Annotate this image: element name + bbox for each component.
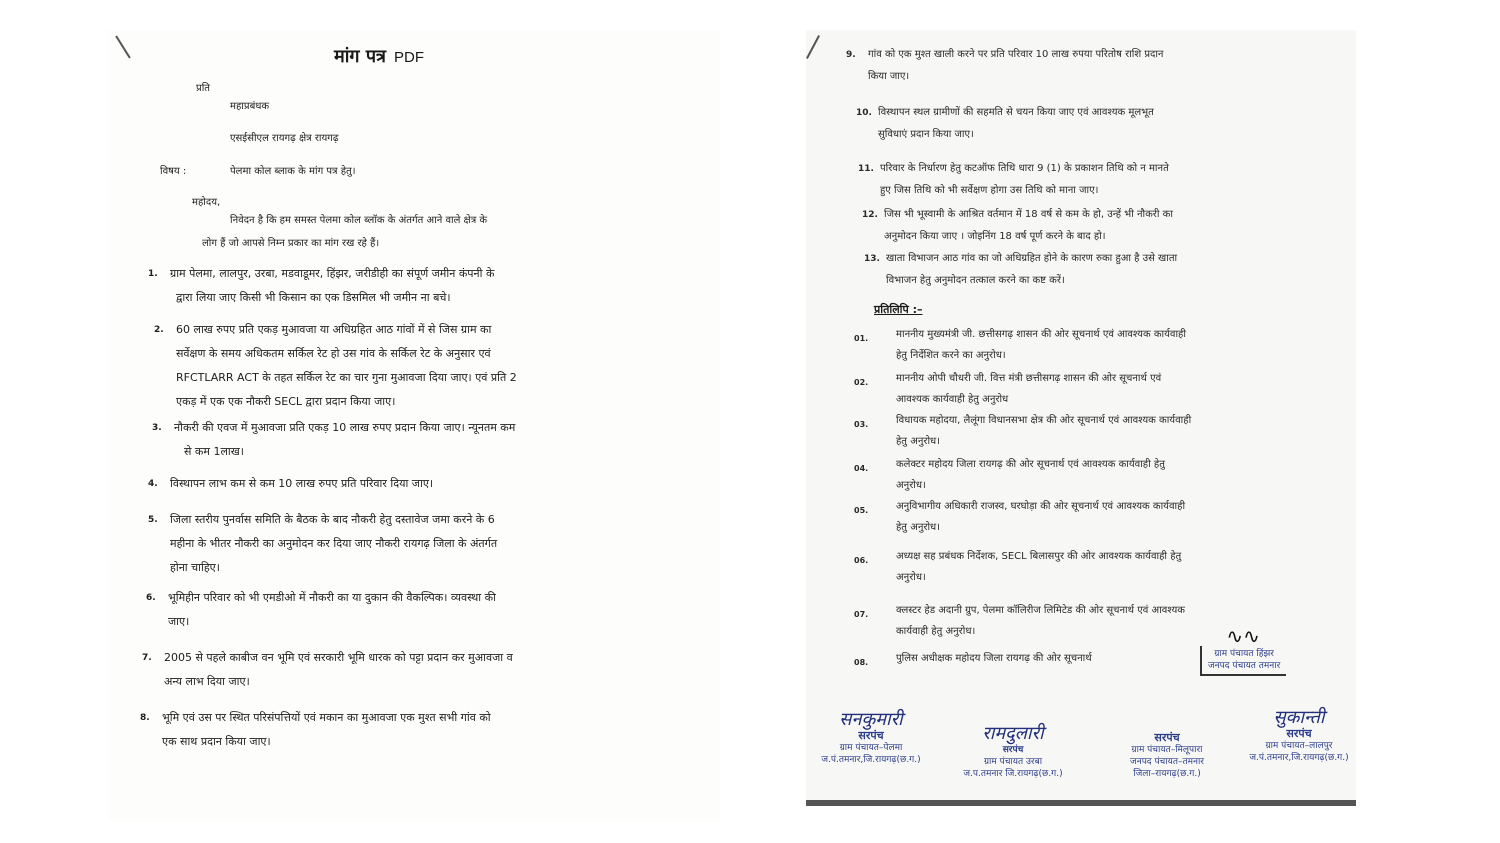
stamp-line: जिला–रायगढ़(छ.ग.)	[1133, 769, 1201, 779]
cc-item-2	[854, 368, 1161, 410]
scan-edge-strip	[806, 800, 1356, 806]
demand-item-12	[862, 204, 1173, 248]
item-number: 11.	[858, 164, 874, 174]
cc-line: कलेक्टर महोदय जिला रायगढ़ की ओर सूचनार्थ एवं आवश्यक कार्यवाही हेतु	[896, 459, 1165, 470]
cc-line: अध्यक्ष सह प्रबंधक निर्देशक, SECL बिलासपुर की ओर आवश्यक कार्यवाही हेतु	[896, 551, 1182, 562]
cc-item-6	[854, 546, 1181, 588]
cc-number: 05.	[854, 506, 869, 515]
stamp-line: ज.प.तमनार जि.रायगढ़(छ.ग.)	[963, 769, 1063, 779]
cc-item-5	[854, 496, 1185, 538]
item-line: सुविधाएं प्रदान किया जाए।	[878, 129, 974, 140]
item-line: एक साथ प्रदान किया जाए।	[162, 735, 271, 748]
cc-line: अनुविभागीय अधिकारी राजस्व, घरघोड़ा की ओर सूचनार्थ एवं आवश्यक कार्यवाही	[896, 501, 1186, 512]
demand-item-4	[148, 472, 434, 496]
cc-number: 08.	[854, 658, 869, 667]
cc-item-7	[854, 600, 1185, 642]
item-line: जिला स्तरीय पुनर्वास समिति के बैठक के बाद नौकरी हेतु दस्तावेज जमा करने के 6	[170, 513, 495, 526]
stamp-lalpur	[1242, 708, 1356, 764]
scan-crease-mark	[806, 35, 820, 59]
cc-line: माननीय मुख्यमंत्री जी. छत्तीसगढ़ शासन की ओर सूचनार्थ एवं आवश्यक कार्यवाही	[896, 329, 1186, 340]
stamp-line: ज.पं.तमनार,जि.रायगढ़(छ.ग.)	[821, 755, 921, 765]
item-number: 1.	[148, 269, 158, 279]
item-number: 13.	[864, 254, 880, 264]
cc-line: आवश्यक कार्यवाही हेतु अनुरोध	[896, 394, 1009, 405]
stamp-line: ग्राम पंचायत उरबा	[983, 757, 1043, 767]
stamp-pelma	[806, 710, 936, 766]
item-line: महीना के भीतर नौकरी का अनुमोदन कर दिया जाए नौकरी रायगढ़ जिला के अंतर्गत	[170, 537, 498, 550]
signature: सुकान्ती	[1273, 707, 1325, 728]
document-title	[334, 44, 424, 68]
item-line: ग्राम पेलमा, लालपुर, उरबा, मडवाडूमर, हिंझर, जरीडीही का संपूर्ण जमीन कंपनी के	[170, 267, 495, 280]
demand-item-2	[154, 318, 517, 414]
item-number: 9.	[846, 50, 856, 60]
title-suffix: PDF	[394, 49, 424, 66]
item-line: RFCTLARR ACT के तहत सर्किल रेट का चार गुना मुआवजा दिया जाए। एवं प्रति 2	[176, 371, 517, 384]
cc-item-8	[854, 648, 1092, 669]
item-line: परिवार के निर्धारण हेतु कटऑफ तिथि धारा 9 (1) के प्रकाशन तिथि को न मानते	[880, 163, 1169, 174]
item-line: एकड़ में एक एक नौकरी SECL द्वारा प्रदान किया जाए।	[176, 395, 396, 408]
item-line: अनुमोदन किया जाए । जोइनिंग 18 वर्ष पूर्ण करने के बाद हो।	[884, 231, 1106, 242]
cc-number: 04.	[854, 464, 869, 473]
item-number: 3.	[152, 423, 162, 433]
item-line: गांव को एक मुश्त खाली करने पर प्रति परिवार 10 लाख रुपया परितोष राशि प्रदान	[868, 49, 1164, 60]
stamp-urba	[946, 724, 1080, 780]
cc-line: विधायक महोदया, लैलूंगा विधानसभा क्षेत्र की ओर सूचनार्थ एवं आवश्यक कार्यवाही	[896, 415, 1192, 426]
cc-number: 02.	[854, 378, 869, 387]
right-document-page	[806, 30, 1356, 806]
demand-item-3	[152, 416, 516, 464]
intro-line-1: निवेदन है कि हम समस्त पेलमा कोल ब्लॉक के अंतर्गत आने वाले क्षेत्र के	[230, 215, 488, 226]
item-number: 8.	[140, 713, 150, 723]
stamp-line: ज.पं.तमनार,जि.रायगढ़(छ.ग.)	[1249, 753, 1349, 763]
title-text: मांग पत्र	[334, 46, 386, 67]
cc-item-3	[854, 410, 1191, 452]
signature: रामदुलारी	[982, 723, 1044, 744]
demand-item-1	[148, 262, 495, 310]
stamp-hinjhar	[1200, 626, 1286, 676]
item-line: 2005 से पहले काबीज वन भूमि एवं सरकारी भूमि धारक को पट्टा प्रदान कर मुआवजा व	[164, 651, 513, 664]
demand-item-6	[146, 586, 496, 634]
item-line: विस्थापन लाभ कम से कम 10 लाख रुपए प्रति परिवार दिया जाए।	[170, 477, 434, 490]
item-number: 12.	[862, 210, 878, 220]
item-line: जिस भी भूस्वामी के आश्रित वर्तमान में 18 वर्ष से कम के हो, उन्हें भी नौकरी का	[884, 209, 1173, 220]
demand-item-11	[858, 158, 1169, 202]
cc-item-4	[854, 454, 1165, 496]
demand-item-5	[148, 508, 498, 580]
item-number: 2.	[154, 325, 164, 335]
addressee-line-2: एसईसीएल रायगढ़ क्षेत्र रायगढ़	[230, 133, 339, 144]
cc-line: कार्यवाही हेतु अनुरोध।	[896, 626, 976, 637]
stamp-role: सरपंच	[1002, 745, 1024, 755]
item-line: विभाजन हेतु अनुमोदन तत्काल करने का कष्ट करें।	[886, 275, 1065, 286]
item-line: अन्य लाभ दिया जाए।	[164, 675, 250, 688]
to-label: प्रति	[196, 83, 210, 94]
cc-number: 03.	[854, 420, 869, 429]
item-line: भूमिहीन परिवार को भी एमडीओ में नौकरी का या दुकान की वैकल्पिक। व्यवस्था की	[168, 591, 496, 604]
stamp-line: ग्राम पंचायत–लालपुर	[1265, 741, 1333, 751]
addressee-line-1: महाप्रबंधक	[230, 101, 270, 112]
cc-number: 01.	[854, 334, 869, 343]
demand-item-8	[140, 706, 491, 754]
item-line: नौकरी की एवज में मुआवजा प्रति एकड़ 10 लाख रुपए प्रदान किया जाए। न्यूनतम कम	[174, 421, 516, 434]
cc-number: 06.	[854, 556, 869, 565]
cc-line: माननीय ओपी चौधरी जी. वित्त मंत्री छत्तीसगढ़ शासन की ओर सूचनार्थ एवं	[896, 373, 1162, 384]
cc-heading: प्रतिलिपि :–	[874, 303, 923, 316]
item-line: 60 लाख रुपए प्रति एकड़ मुआवजा या अधिग्रहित आठ गांवों में से जिस ग्राम का	[176, 323, 492, 336]
demand-item-13	[864, 248, 1178, 292]
item-number: 7.	[142, 653, 152, 663]
item-line: होना चाहिए।	[170, 561, 220, 574]
cc-item-1	[854, 324, 1186, 366]
stamp-role: सरपंच	[1154, 731, 1180, 744]
item-line: हुए जिस तिथि को भी सर्वेक्षण होगा उस तिथि को माना जाए।	[880, 185, 1099, 196]
scan-crease-mark	[115, 35, 130, 58]
demand-item-7	[142, 646, 513, 694]
demand-item-9	[846, 44, 1164, 88]
signature-scribble-icon: ∿∿	[1226, 624, 1260, 648]
cc-line: क्लस्टर हेड अदानी ग्रुप, पेलमा कॉलिरीज लिमिटेड की ओर सूचनार्थ एवं आवश्यक	[896, 605, 1185, 616]
item-number: 4.	[148, 479, 158, 489]
cc-line: अनुरोध।	[896, 480, 926, 491]
item-number: 5.	[148, 515, 158, 525]
item-line: खाता विभाजन आठ गांव का जो अधिग्रहित होने के कारण रुका हुआ है उसे खाता	[886, 253, 1178, 264]
cc-line: अनुरोध।	[896, 572, 926, 583]
item-line: सर्वेक्षण के समय अधिकतम सर्किल रेट हो उस गांव के सर्किल रेट के अनुसार एवं	[176, 347, 491, 360]
cc-line: हेतु निर्देशित करने का अनुरोध।	[896, 350, 1006, 361]
signature: सनकुमारी	[839, 709, 903, 730]
item-line: जाए।	[168, 615, 190, 628]
cc-line: पुलिस अधीक्षक महोदय जिला रायगढ़ की ओर सूचनार्थ	[896, 653, 1092, 664]
stamp-milupara	[1098, 732, 1236, 780]
demand-item-10	[856, 102, 1154, 146]
item-line: भूमि एवं उस पर स्थित परिसंपत्तियों एवं मकान का मुआवजा एक मुश्त सभी गांव को	[162, 711, 491, 724]
stamp-line: जनपद पंचायत तमनार	[1208, 661, 1281, 671]
stamp-line: ग्राम पंचायत हिंझर	[1214, 649, 1274, 659]
cc-line: हेतु अनुरोध।	[896, 436, 940, 447]
stamp-role: सरपंच	[858, 729, 884, 742]
intro-line-2: लोग हैं जो आपसे निम्न प्रकार का मांग रख रहे हैं।	[202, 238, 380, 249]
item-number: 6.	[146, 593, 156, 603]
subject-label: विषय :	[160, 166, 187, 177]
cc-number: 07.	[854, 610, 869, 619]
item-line: से कम 1लाख।	[184, 445, 244, 458]
left-document-page	[108, 30, 720, 820]
subject-text: पेलमा कोल ब्लाक के मांग पत्र हेतु।	[230, 166, 356, 177]
item-line: विस्थापन स्थल ग्रामीणों की सहमति से चयन किया जाए एवं आवश्यक मूलभूत	[878, 107, 1154, 118]
item-line: द्वारा लिया जाए किसी भी किसान का एक डिसमिल भी जमीन ना बचे।	[176, 291, 451, 304]
cc-line: हेतु अनुरोध।	[896, 522, 940, 533]
item-number: 10.	[856, 108, 872, 118]
stamp-role: सरपंच	[1286, 727, 1312, 740]
salutation: महोदय,	[192, 197, 221, 208]
item-line: किया जाए।	[868, 71, 910, 82]
stamp-box	[1200, 646, 1286, 676]
stamp-line: ग्राम पंचायत–मिलूपारा	[1131, 745, 1203, 755]
stamp-line: जनपद पंचायत–तमनार	[1130, 757, 1204, 767]
stamp-line: ग्राम पंचायत–पेलमा	[839, 743, 903, 753]
